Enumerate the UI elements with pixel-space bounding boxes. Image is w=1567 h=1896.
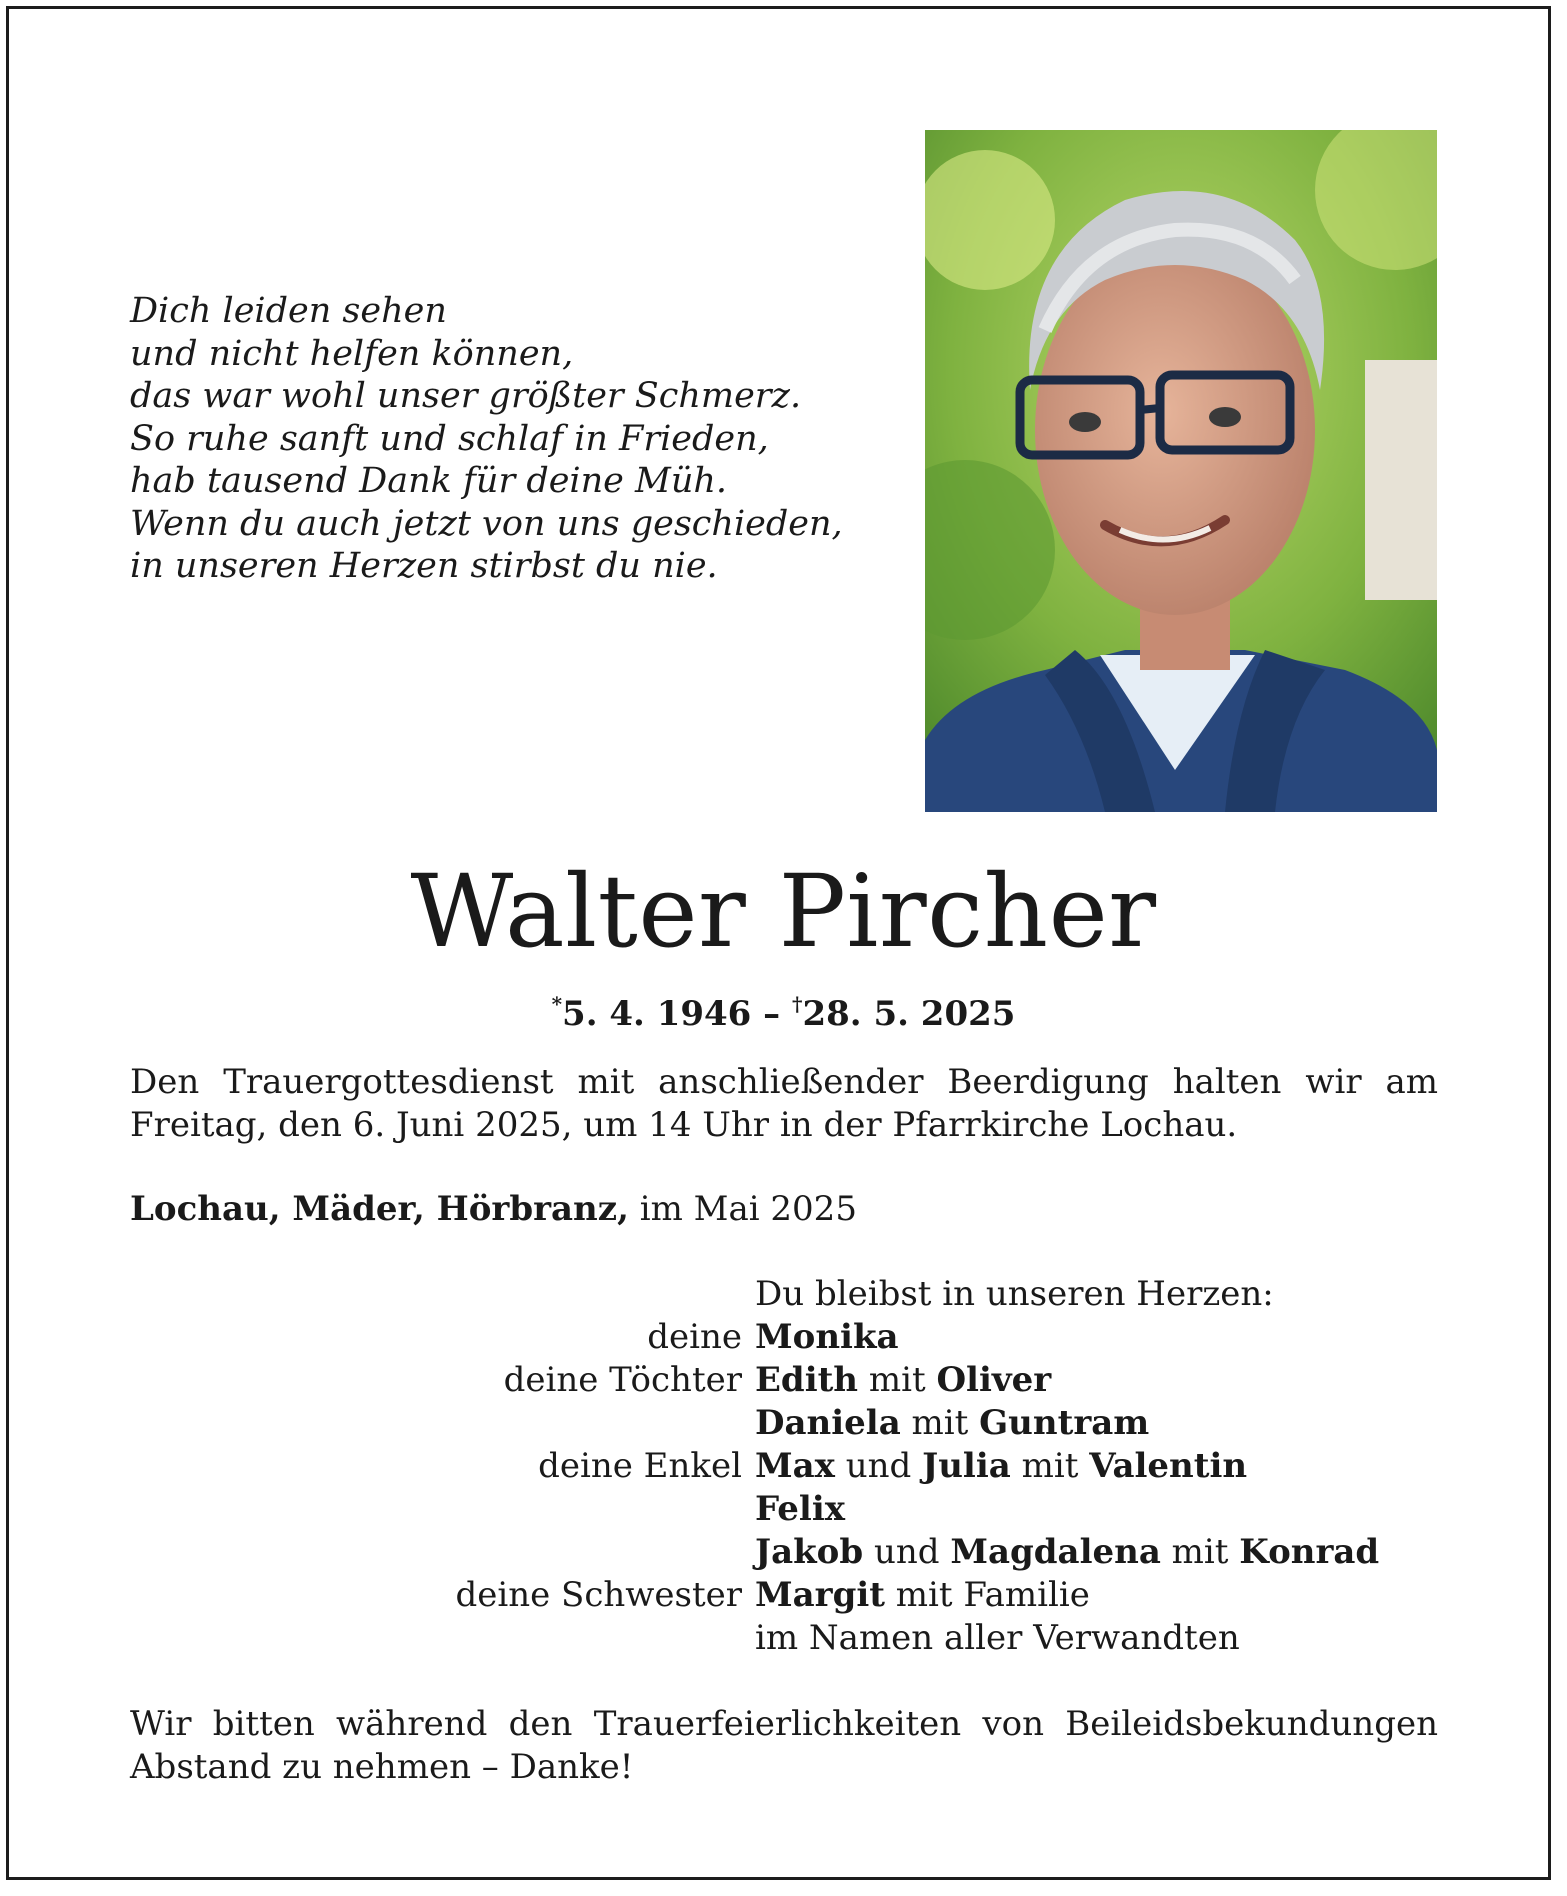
- towns: Lochau, Mäder, Hörbranz,: [130, 1189, 629, 1229]
- connector-text: und: [834, 1446, 923, 1486]
- family-row: [0, 1574, 1567, 1617]
- poem-line: das war wohl unser größter Schmerz.: [130, 376, 802, 416]
- family-row: [0, 1617, 1567, 1660]
- family-member-name: Guntram: [979, 1403, 1150, 1443]
- poem-line: Wenn du auch jetzt von uns geschieden,: [130, 503, 843, 544]
- family-row: [0, 1359, 1567, 1402]
- family-row: [0, 1488, 1567, 1531]
- poem-line: So ruhe sanft und schlaf in Frieden,: [130, 418, 769, 459]
- relation-label: deine: [647, 1317, 742, 1357]
- family-list: [0, 1316, 1567, 1660]
- family-member-name: Oliver: [936, 1360, 1052, 1400]
- family-names: [755, 1531, 1379, 1574]
- connector-text: mit: [858, 1360, 937, 1400]
- portrait-photo: [925, 130, 1437, 812]
- family-member-name: Julia: [922, 1446, 1011, 1486]
- family-member-name: Felix: [755, 1489, 846, 1529]
- place-and-date: [130, 1188, 857, 1231]
- connector-text: und: [863, 1532, 951, 1572]
- month-year: im Mai 2025: [628, 1189, 857, 1229]
- family-member-name: Daniela: [755, 1403, 901, 1443]
- family-names: [755, 1445, 1247, 1488]
- connector-text: mit Familie: [884, 1575, 1090, 1615]
- poem-line: hab tausend Dank für deine Müh.: [130, 461, 728, 501]
- family-row: [0, 1316, 1567, 1359]
- poem-line: und nicht helfen können,: [130, 333, 574, 374]
- death-date: 28. 5. 2025: [802, 994, 1016, 1034]
- birth-symbol: *: [551, 992, 563, 1016]
- relation-label: deine Schwester: [455, 1575, 742, 1615]
- family-row: [0, 1402, 1567, 1445]
- poem-line: in unseren Herzen stirbst du nie.: [130, 546, 718, 586]
- closing-request: Wir bitten während den Trauerfeierlichkeiten von Beileidsbekundungen Abstand zu nehmen – Danke!: [130, 1704, 1438, 1787]
- family-member-name: Margit: [755, 1575, 885, 1615]
- family-member-name: Max: [755, 1446, 835, 1486]
- date-separator: –: [751, 994, 793, 1034]
- family-names: [755, 1316, 899, 1359]
- family-names: [755, 1488, 845, 1531]
- family-heading: Du bleibst in unseren Herzen:: [755, 1274, 1274, 1314]
- family-member-name: Monika: [755, 1317, 899, 1357]
- family-names: [755, 1574, 1090, 1617]
- family-member-name: Magdalena: [950, 1532, 1161, 1572]
- connector-text: mit: [1160, 1532, 1240, 1572]
- family-row: [0, 1531, 1567, 1574]
- family-names: [755, 1359, 1051, 1402]
- family-member-name: Edith: [755, 1360, 859, 1400]
- family-member-name: Jakob: [755, 1532, 864, 1572]
- family-names: [755, 1402, 1149, 1445]
- service-announcement: Den Trauergottesdienst mit anschließender Beerdigung halten wir am Freitag, den 6. Juni 2025, um 14 Uhr in der Pfarrkirche Lochau.: [130, 1062, 1438, 1145]
- family-member-name: Valentin: [1089, 1446, 1248, 1486]
- relation-label: deine Enkel: [538, 1446, 742, 1486]
- relation-label: deine Töchter: [503, 1360, 742, 1400]
- poem-line: Dich leiden sehen: [130, 291, 447, 331]
- family-member-name: Konrad: [1239, 1532, 1380, 1572]
- deceased-name: Walter Pircher: [410, 853, 1157, 970]
- life-dates: [0, 982, 1567, 1036]
- connector-text: mit: [900, 1403, 980, 1443]
- connector-text: mit: [1010, 1446, 1090, 1486]
- birth-date: 5. 4. 1946: [562, 994, 752, 1034]
- death-symbol: †: [792, 992, 803, 1016]
- poem: [130, 290, 843, 588]
- family-row: [0, 1445, 1567, 1488]
- connector-text: im Namen aller Verwandten: [755, 1618, 1240, 1658]
- family-names: [755, 1617, 1240, 1660]
